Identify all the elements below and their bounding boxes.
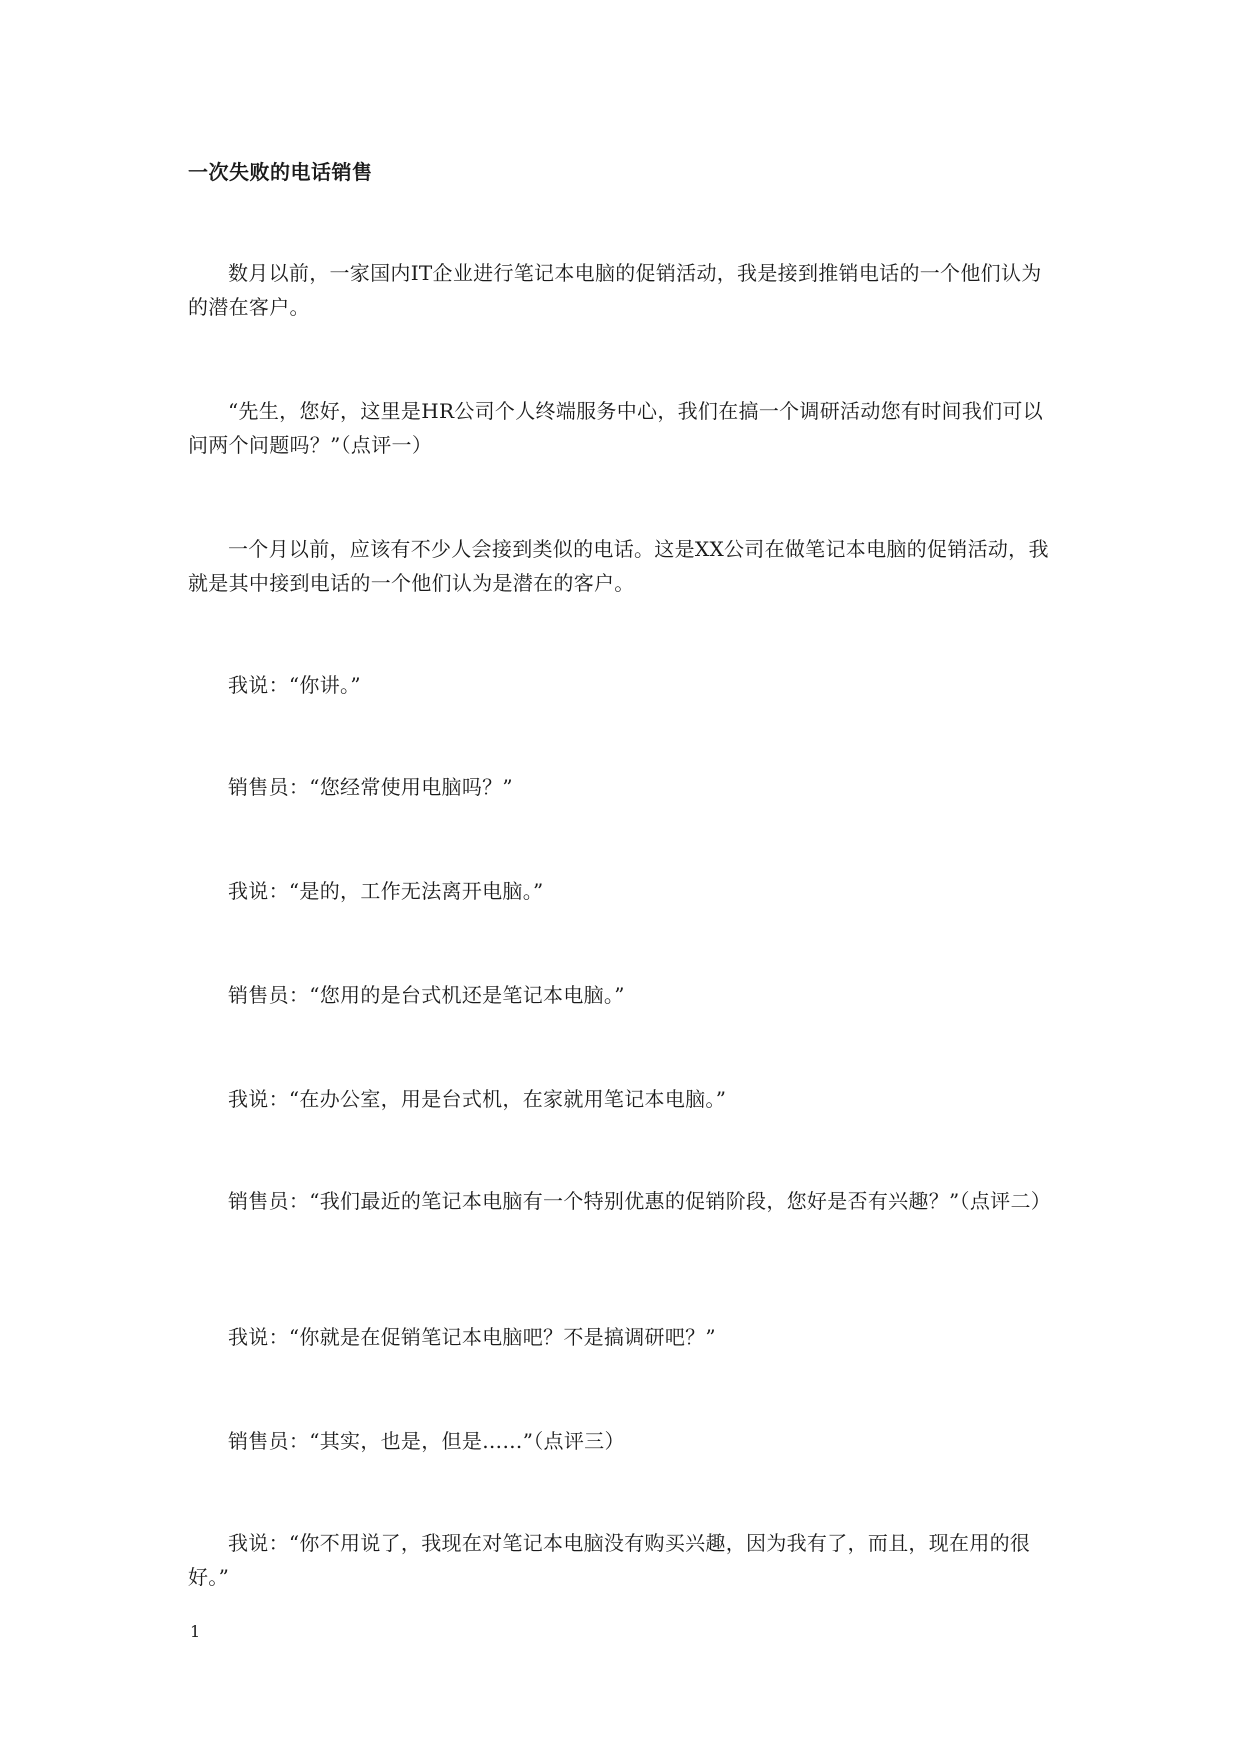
paragraph-11: 销售员：“其实，也是，但是……”（点评三） xyxy=(228,1429,625,1453)
document-title: 一次失败的电话销售 xyxy=(188,160,373,184)
paragraph-6: 我说：“是的，工作无法离开电脑。” xyxy=(228,879,544,903)
paragraph-2: “先生，您好，这里是HR公司个人终端服务中心，我们在搞一个调研活动您有时间我们可以问两个问题吗？”（点评一） xyxy=(188,399,1044,457)
paragraph-10: 我说：“你就是在促销笔记本电脑吧？不是搞调研吧？” xyxy=(228,1325,716,1349)
paragraph-5: 销售员：“您经常使用电脑吗？” xyxy=(228,775,513,799)
paragraph-9: 销售员：“我们最近的笔记本电脑有一个特别优惠的促销阶段，您好是否有兴趣？”（点评二） xyxy=(228,1189,1052,1213)
paragraph-7: 销售员：“您用的是台式机还是笔记本电脑。” xyxy=(228,983,625,1007)
paragraph-8: 我说：“在办公室，用是台式机，在家就用笔记本电脑。” xyxy=(228,1087,727,1111)
paragraph-1: 数月以前，一家国内IT企业进行笔记本电脑的促销活动，我是接到推销电话的一个他们认为的潜在客户。 xyxy=(188,261,1042,319)
paragraph-4: 我说：“你讲。” xyxy=(228,673,361,697)
paragraph-12: 我说：“你不用说了，我现在对笔记本电脑没有购买兴趣，因为我有了，而且，现在用的很好。” xyxy=(188,1531,1031,1589)
paragraph-3: 一个月以前，应该有不少人会接到类似的电话。这是XX公司在做笔记本电脑的促销活动，我就是其中接到电话的一个他们认为是潜在的客户。 xyxy=(188,537,1049,595)
page-number: 1 xyxy=(190,1622,201,1641)
